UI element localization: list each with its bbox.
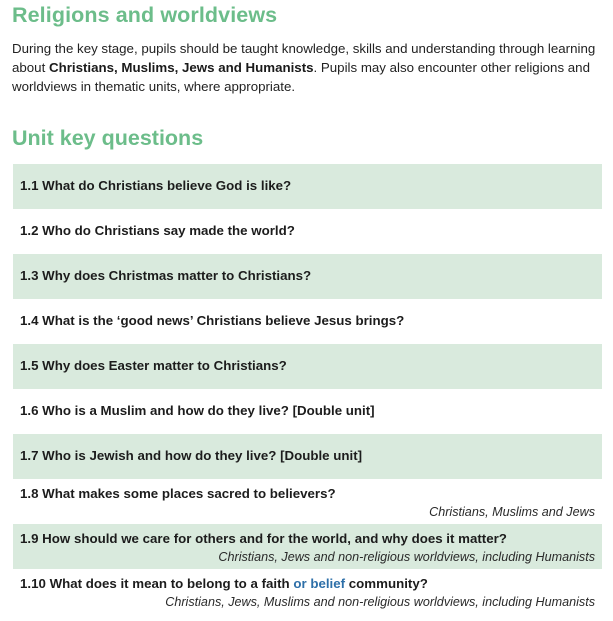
question-text: 1.2 Who do Christians say made the world?	[20, 223, 295, 238]
question-row-1-6	[13, 389, 602, 434]
question-row-1-9	[13, 524, 602, 569]
question-row-1-1	[13, 164, 602, 209]
question-list	[13, 164, 602, 614]
intro-text-bold: Christians, Muslims, Jews and Humanists	[48, 60, 314, 75]
question-text: 1.8 What makes some places sacred to believers?	[20, 486, 336, 501]
question-text: 1.6 Who is a Muslim and how do they live? [Double unit]	[20, 403, 375, 418]
question-row-1-8	[13, 479, 602, 524]
question-row-1-10	[13, 569, 602, 614]
question-row-1-7	[13, 434, 602, 479]
question-text: 1.9 How should we care for others and for the world, and why does it matter?	[20, 531, 507, 546]
question-row-1-4	[13, 299, 602, 344]
intro-text-start: During the key stage, pupils should be taught knowledge, skills and understanding through learning about	[12, 41, 596, 75]
question-text-accent: or belief	[293, 576, 346, 591]
question-row-1-5	[13, 344, 602, 389]
question-text-start: 1.10 What does it mean to belong to a faith	[20, 576, 294, 591]
question-religions: Christians, Jews, Muslims and non-religious worldviews, including Humanists	[165, 595, 595, 609]
questions-heading: Unit key questions	[12, 126, 204, 150]
question-religions: Christians, Muslims and Jews	[429, 505, 595, 519]
question-text: 1.4 What is the ‘good news’ Christians believe Jesus brings?	[20, 313, 405, 328]
question-row-1-3	[13, 254, 602, 299]
question-religions: Christians, Jews and non-religious worldviews, including Humanists	[218, 550, 595, 564]
question-text: 1.1 What do Christians believe God is like?	[20, 178, 292, 193]
intro-paragraph	[12, 39, 604, 96]
question-text: 1.5 Why does Easter matter to Christians?	[20, 358, 287, 373]
question-text-end: community?	[345, 576, 428, 591]
question-text: 1.3 Why does Christmas matter to Christians?	[20, 268, 312, 283]
section-heading: Religions and worldviews	[12, 3, 278, 27]
question-text	[20, 576, 428, 591]
question-text: 1.7 Who is Jewish and how do they live? [Double unit]	[20, 448, 363, 463]
question-row-1-2	[13, 209, 602, 254]
intro-text-end: . Pupils may also encounter other religions and worldviews in thematic units, where appropriate.	[12, 60, 590, 94]
